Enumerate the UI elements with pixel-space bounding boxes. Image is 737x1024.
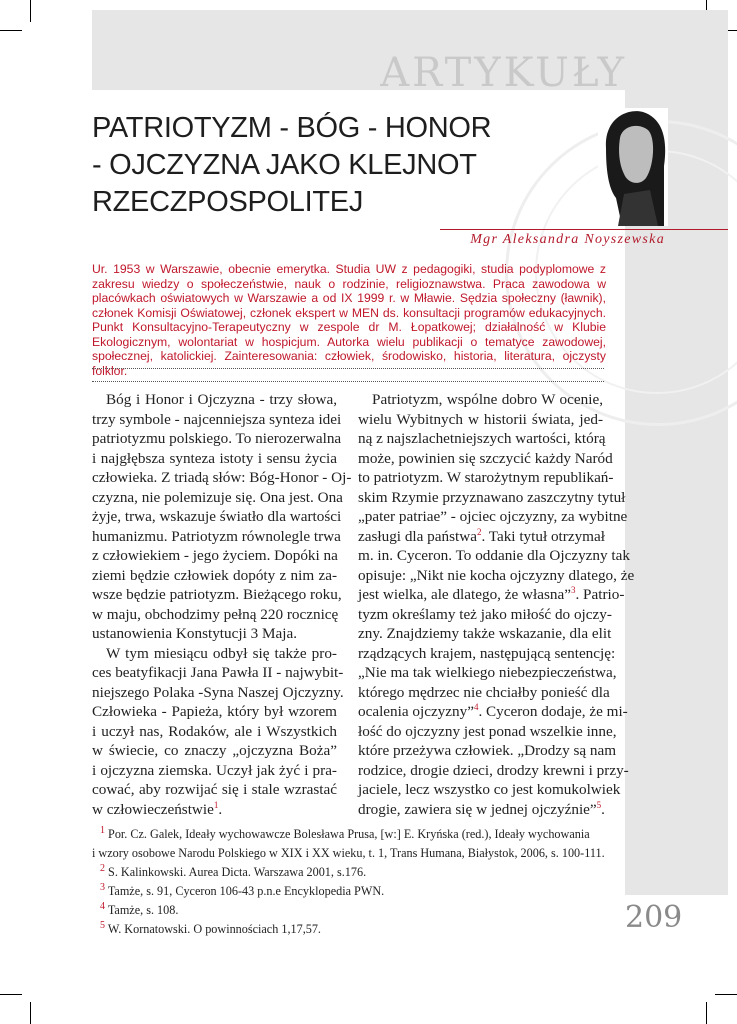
title-line: - OJCZYZNA JAKO KLEJNOT [92,149,477,181]
line-text: „pater patriae” - ojciec ojczyzny, za wybitne [358,508,628,525]
crop-mark [0,30,22,31]
text-line [92,780,337,800]
dotted-divider [92,368,604,369]
author-photo [598,108,668,226]
line-text: w człowieczeństwie [92,800,214,818]
line-text: i ojczyzna ziemska. Uczył jak żyć i pra- [92,761,337,779]
title-line: PATRIOTYZM - BÓG - HONOR [92,112,492,144]
text-line [92,624,337,644]
footnote-text: W. Kornatowski. O powinnościach 1,17,57. [105,922,321,936]
text-line [92,722,337,742]
line-text: niejszego Polaka -Syna Naszej Ojczyzny. [92,683,344,701]
text-line [358,449,613,469]
footnotes [92,824,610,939]
article-column-left [92,390,352,819]
line-text: może, powinien się szczycić każdy Naród [358,449,613,467]
line-text: drogie, zawiera się w jednej ojczyźnie” [358,800,597,818]
line-text: z człowiekiem - jego życiem. Dopóki na [92,547,338,564]
footnote-ref[interactable]: 2 [476,526,482,537]
line-text: w maju, obchodzimy pełną 220 rocznicę [92,605,339,623]
line-text-after: . Cyceron dodaje, że mi- [478,703,628,720]
crop-mark [30,1002,31,1024]
line-text: rodzice, drogie dzieci, drodzy krewni i przy- [358,761,629,779]
crop-mark [715,994,737,995]
text-line [92,468,352,488]
line-text: zasługi dla państwa [358,527,477,545]
footnote [100,901,610,920]
text-line [358,741,617,761]
crop-mark [30,0,31,22]
footnote-text: Tamże, s. 108. [105,903,179,917]
line-text: zny. Znajdziemy także wskazanie, dla elit [358,625,612,642]
text-line [358,546,630,566]
footnote-number: 2 [100,862,105,874]
text-line [358,761,629,781]
footnote-ref[interactable]: 4 [473,701,479,712]
text-line [92,390,337,410]
text-line [92,488,343,508]
text-line [92,507,342,527]
line-text: ną z najszlachetniejszych wartości, którą [358,430,606,447]
line-text: jest wielka, ale dlatego, że własna” [358,586,571,603]
title-line: RZECZPOSPOLITEJ [92,186,364,218]
line-text-after: . [601,800,605,818]
line-text: żyje, trwa, wskazuje światło dla wartości [92,508,342,525]
text-line [358,780,621,800]
line-text: wsze będzie patriotyzm. Bieżącego roku, [92,586,342,603]
line-text-after: . [218,800,223,818]
author-bio: Ur. 1953 w Warszawie, obecnie emerytka. Studia UW z pedagogiki, studia podyplomowe z zakresu wiedzy o społeczeństwie, nauk o rodzinie, religioznawstwa. Praca zawodowa w placówkach oświatowych w Warszawie a od IX 1999 r. w Mławie. Sędzia społeczny (ławnik), członek Komisji Oświatowej, członek ekspert w MEN ds. konsultacji programów edukacyjnych. Punkt Konsultacyjno-Terapeutyczny w zespole dr M. Łopatkowej; działalność w Klubie Ekologicznym, wolontariat w hospicjum. Autorka wielu publikacji o tematyce zawodowej, społecznej, katolickiej. Zainteresowania: człowiek, środowisko, historia, literatura, ojczysty folklor. [92,262,606,378]
footnote [100,920,610,939]
footnote-text: Tamże, s. 91, Cyceron 106-43 p.n.e Encyklopedia PWN. [105,884,385,898]
line-text: m. in. Cyceron. To oddanie dla Ojczyzny tak [358,547,630,564]
text-line [358,488,626,508]
text-line [358,507,628,527]
crop-mark [0,994,22,995]
footnote [100,825,610,844]
line-text: którego mędrzec nie chciałby ponieść dla [358,683,610,701]
text-line [358,663,617,683]
line-text: W tym miesiącu odbył się także pro- [106,644,337,662]
text-line [92,605,337,625]
text-line [92,410,342,430]
text-line [92,800,337,820]
line-text: cować, aby rozwijać się i stale wzrastać [92,781,337,798]
line-text: Człowieka - Papieża, który był wzorem [92,703,337,720]
line-text: i najgłębsza synteza istoty i sensu życia [92,449,337,467]
footnote-text: S. Kalinkowski. Aurea Dicta. Warszawa 2001, s.176. [105,865,367,879]
text-line [92,702,337,722]
line-text: człowieka. Z triadą słów: Bóg-Honor - Oj- [92,469,352,486]
text-line [358,527,603,547]
text-line [92,546,337,566]
line-text: wielu Wybitnych w historii świata, jed- [358,410,603,428]
text-line [92,741,337,761]
line-text: jaciele, lecz wszystko co jest komukolwiek [358,781,621,798]
footnote [100,882,610,901]
line-text: humanizmu. Patriotyzm równolegle trwa [92,527,341,545]
article-title [92,110,562,221]
line-text: i uczył nas, Rodaków, ale i Wszystkich [92,722,337,740]
author-rule [440,229,728,230]
footnote-number: 1 [100,824,105,836]
text-line [358,683,610,703]
line-text-after: . Patrio- [575,586,625,603]
text-line [358,566,635,586]
author-name: Mgr Aleksandra Noyszewska [470,232,665,247]
dotted-divider [92,381,604,382]
text-line [358,624,612,644]
text-line [92,644,337,664]
line-text: Bóg i Honor i Ojczyzna - trzy słowa, [106,391,337,408]
line-text-after: . Taki tytuł otrzymał [481,527,605,545]
line-text: ziemi będzie człowiek dopóty z nim za- [92,566,337,584]
text-line [92,429,342,449]
text-line [358,644,616,664]
footnote [100,863,610,882]
text-line [358,605,612,625]
footnote-number: 4 [100,900,105,912]
text-line [358,468,614,488]
line-text: opisuje: „Nikt nie kocha ojczyzny dlatego, że [358,566,635,584]
line-text: ocalenia ojczyzny” [358,703,474,720]
section-header: ARTYKUŁY [380,50,627,96]
line-text: skim Rzymie przyznawano zaszczytny tytuł [358,488,626,506]
text-line [92,585,342,605]
footnote-ref[interactable]: 1 [213,799,219,810]
line-text: ustanowienia Konstytucji 3 Maja. [92,625,297,642]
footnote-ref[interactable]: 3 [570,584,576,595]
line-text: które przeżywa człowiek. „Drodzy są nam [358,742,617,759]
text-line [358,800,603,820]
text-line [358,701,628,722]
page-number: 209 [625,900,683,935]
text-line [358,429,606,449]
line-text: czyzna, nie polemizuje się. Ona jest. Ona [92,488,343,506]
text-line [358,390,603,410]
line-text: patriotyzmu polskiego. To nierozerwalna [92,430,342,447]
line-text: w świecie, co znaczy „ojczyzna Boża” [92,742,337,759]
line-text: Patriotyzm, wspólne dobro W ocenie, [372,391,603,408]
text-line [92,449,337,469]
text-line [92,761,337,781]
crop-mark [706,1002,707,1024]
footnote-number: 5 [100,919,105,931]
text-line [92,527,341,547]
line-text: tyzm określamy też jako miłość do ojczy- [358,605,612,623]
line-text: to patriotyzm. W starożytnym republikań- [358,469,614,486]
footnote-text: Por. Cz. Galek, Ideały wychowawcze Bolesława Prusa, [w:] E. Kryńska (red.), Ideały wychowania [105,827,590,841]
text-line [358,584,625,605]
footnote-ref[interactable]: 5 [596,799,602,810]
text-line [92,566,337,586]
text-line [92,683,344,703]
line-text: trzy symbole - najcenniejsza synteza idei [92,410,342,428]
footnote-continuation: i wzory osobowe Narodu Polskiego w XIX i XX wieku, t. 1, Trans Humana, Białystok, 2006, s. 100-111. [92,846,605,860]
line-text: „Nie ma tak wielkiego niebezpieczeństwa, [358,664,617,681]
line-text: rządzących krajem, następującą sentencję: [358,644,616,662]
text-line [92,663,344,683]
line-text: ces beatyfikacji Jana Pawła II - najwybit- [92,664,344,681]
footnote-number: 3 [100,881,105,893]
line-text: łość do ojczyzny jest ponad wszelkie inne, [358,722,617,740]
text-line [358,722,617,742]
article-column-right [358,390,635,819]
text-line [358,410,603,430]
